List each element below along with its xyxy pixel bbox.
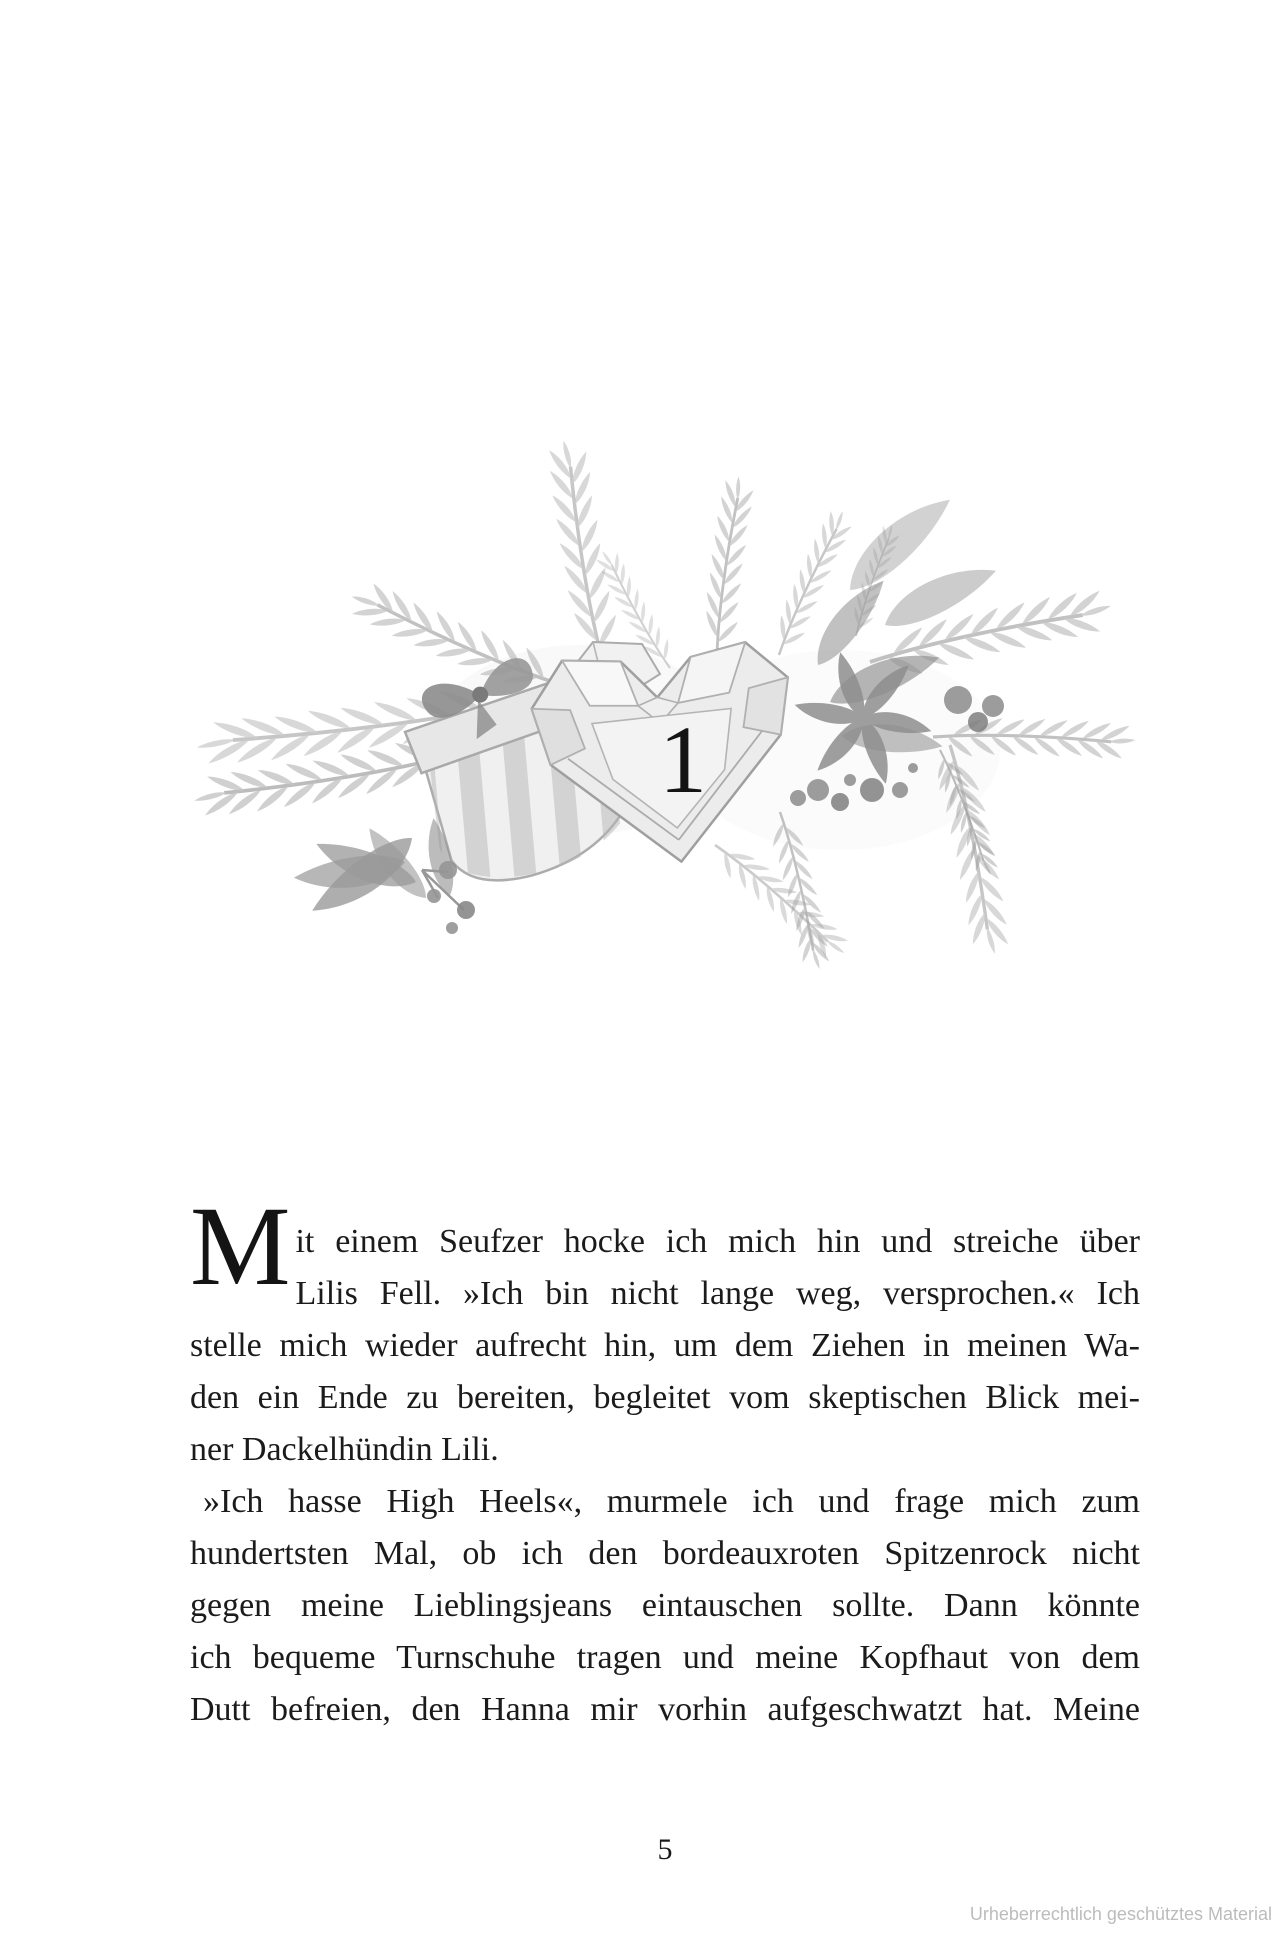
paragraph-1	[190, 1184, 1140, 1476]
chapter-number: 1	[659, 706, 707, 813]
text-line: it einem Seufzer hocke ich mich hin und streiche über	[295, 1223, 1140, 1260]
paragraph-2	[190, 1476, 1140, 1736]
text-line: hundertsten Mal, ob ich den bordeauxroten Spitzenrock nicht	[190, 1535, 1140, 1572]
page-number: 5	[657, 1833, 673, 1866]
text-line: den ein Ende zu bereiten, begleitet vom skeptischen Blick mei-	[190, 1379, 1140, 1416]
text-line: ner Dackelhündin Lili.	[190, 1431, 499, 1468]
text-line: stelle mich wieder aufrecht hin, um dem Ziehen in meinen Wa-	[190, 1327, 1140, 1364]
text-line: gegen meine Lieblingsjeans eintauschen sollte. Dann könnte	[190, 1587, 1140, 1624]
text-line: »Ich hasse High Heels«, murmele ich und frage mich zum	[203, 1483, 1140, 1520]
text-line: ich bequeme Turnschuhe tragen und meine Kopfhaut von dem	[190, 1639, 1140, 1676]
copyright-notice: Urheberrechtlich geschütztes Material	[969, 1904, 1272, 1924]
chapter-ornament-illustration	[150, 440, 1170, 970]
drop-cap: M	[190, 1184, 291, 1309]
body-text	[190, 1184, 1140, 1736]
text-line: Lilis Fell. »Ich bin nicht lange weg, versprochen.« Ich	[295, 1275, 1140, 1312]
text-line: Dutt befreien, den Hanna mir vorhin aufgeschwatzt hat. Meine	[190, 1691, 1140, 1728]
